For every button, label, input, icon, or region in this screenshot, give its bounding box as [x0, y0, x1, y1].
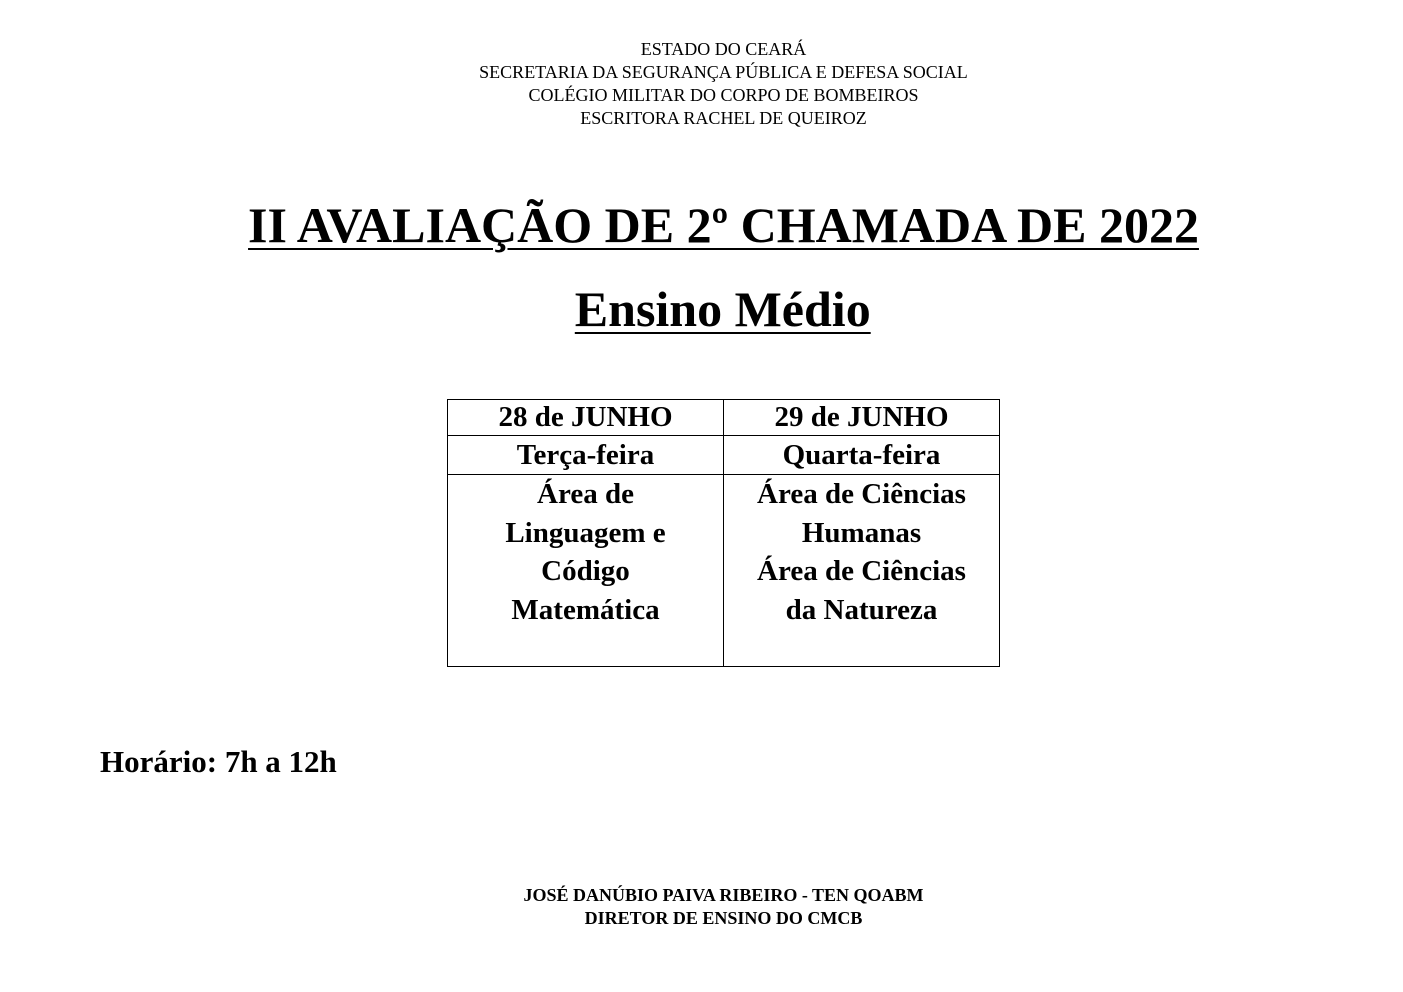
- table-row-weekdays: [448, 436, 1000, 475]
- subject-line: Linguagem e: [505, 516, 666, 549]
- date-cell-1: 28 de JUNHO: [448, 400, 724, 436]
- date-cell-2: 29 de JUNHO: [724, 400, 1000, 436]
- weekday-cell-2: Quarta-feira: [724, 436, 1000, 475]
- title-text: II AVALIAÇÃO DE 2º CHAMADA DE 2022: [248, 197, 1199, 253]
- header-college-name: ESCRITORA RACHEL DE QUEIROZ: [580, 108, 867, 128]
- subtitle-text: Ensino Médio: [574, 281, 871, 337]
- signature-role: DIRETOR DE ENSINO DO CMCB: [584, 908, 863, 928]
- document-subtitle: [0, 280, 1403, 338]
- subject-line: Código: [541, 555, 630, 587]
- subject-line: Área de Ciências: [757, 555, 966, 587]
- subject-line: Matemática: [511, 593, 660, 626]
- signature-name: JOSÉ DANÚBIO PAIVA RIBEIRO - TEN QOABM: [523, 885, 924, 905]
- document-header: [0, 38, 1403, 130]
- schedule-time: Horário: 7h a 12h: [100, 744, 337, 779]
- table-row-subjects: [448, 475, 1000, 667]
- subject-line: Humanas: [801, 516, 922, 549]
- header-secretariat: SECRETARIA DA SEGURANÇA PÚBLICA E DEFESA SOCIAL: [479, 62, 968, 82]
- signature-block: [0, 884, 1403, 930]
- subjects-cell-1: [448, 475, 724, 667]
- subjects-cell-2: [724, 475, 1000, 667]
- header-state: ESTADO DO CEARÁ: [640, 39, 807, 59]
- weekday-cell-1: Terça-feira: [448, 436, 724, 475]
- schedule-table: [447, 399, 1000, 667]
- document-title: [0, 196, 1403, 254]
- subject-line: Área de Ciências: [757, 478, 966, 510]
- subject-line: Área de: [537, 478, 634, 510]
- header-college: COLÉGIO MILITAR DO CORPO DE BOMBEIROS: [528, 85, 919, 105]
- subject-line: da Natureza: [785, 593, 938, 626]
- table-row-dates: [448, 400, 1000, 436]
